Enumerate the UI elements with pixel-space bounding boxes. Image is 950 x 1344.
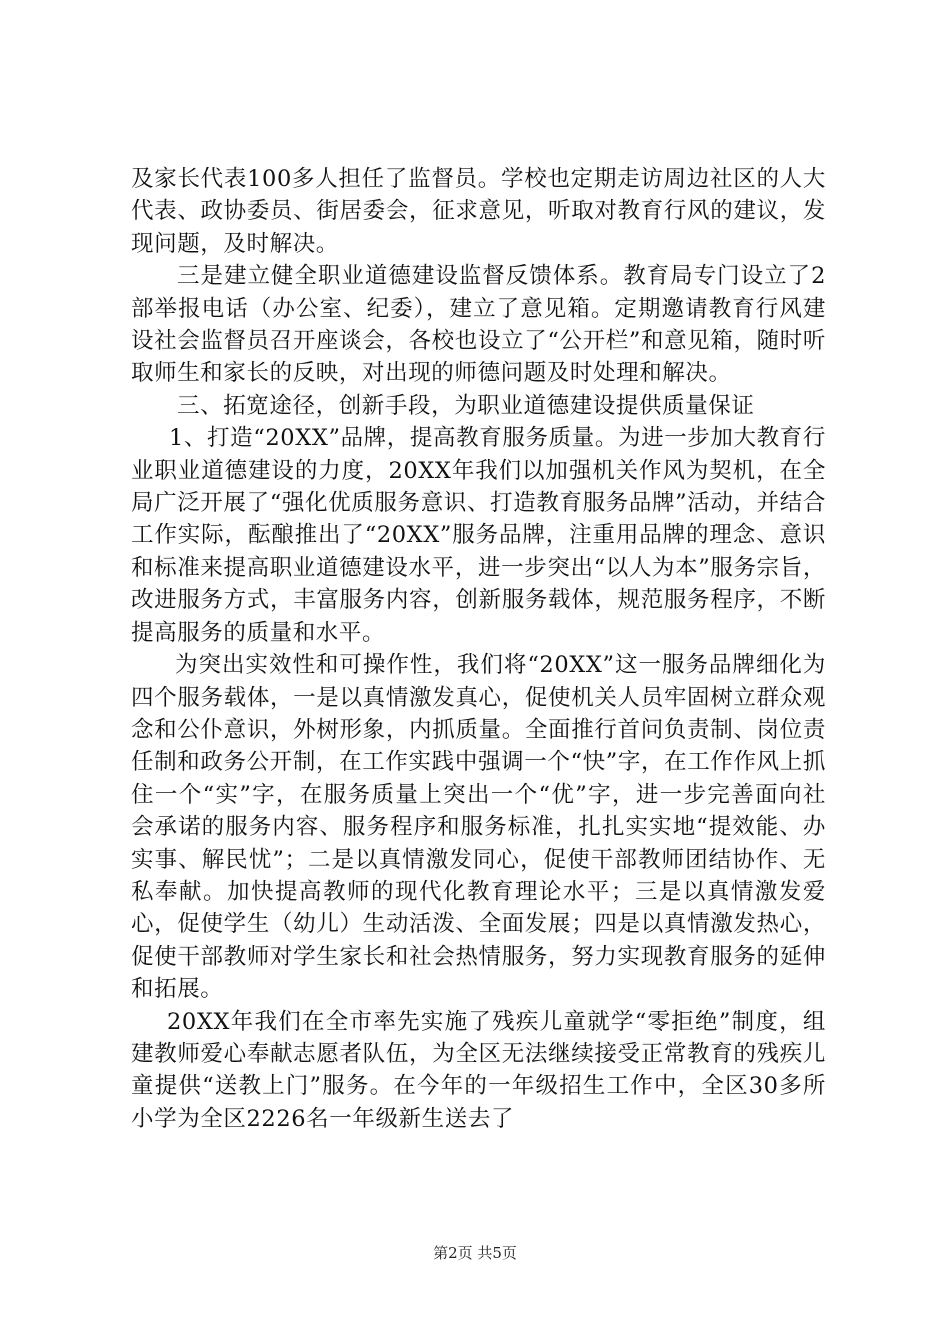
paragraph-zero-rejection: 20XX年我们在全市率先实施了残疾儿童就学“零拒绝”制度，组建教师爱心奉献志愿者队伍，为全区无法继续接受正常教育的残疾儿童提供“送教上门”服务。在今年的一年级招生工作中，全区30多所小学为全区2226名一年级新生送去了	[131, 1008, 826, 1132]
document-body	[131, 163, 826, 1135]
paragraph-brand: 1、打造“20XX”品牌，提高教育服务质量。为进一步加大教育行业职业道德建设的力度，20XX年我们以加强机关作风为契机，在全局广泛开展了“强化优质服务意识、打造教育服务品牌”活动，并结合工作实际，酝酿推出了“20XX”服务品牌，注重用品牌的理念、意识和标准来提高职业道德建设水平，进一步突出“以人为本”服务宗旨，改进服务方式，丰富服务内容，创新服务载体，规范服务程序，不断提高服务的质量和水平。	[131, 425, 826, 646]
paragraph-supervision-feedback: 三是建立健全职业道德建设监督反馈体系。教育局专门设立了2部举报电话（办公室、纪委），建立了意见箱。定期邀请教育行风建设社会监督员召开座谈会，各校也设立了“公开栏”和意见箱，随时听取师生和家长的反映，对出现的师德问题及时处理和解决。	[131, 263, 826, 387]
page-number-footer: 第2页 共5页	[433, 1244, 517, 1262]
paragraph-continuation: 及家长代表100多人担任了监督员。学校也定期走访周边社区的人大代表、政协委员、街居委会，征求意见，听取对教育行风的建议，发现问题，及时解决。	[131, 166, 826, 257]
paragraph-service-carriers: 为突出实效性和可操作性，我们将“20XX”这一服务品牌细化为四个服务载体，一是以真情激发真心，促使机关人员牢固树立群众观念和公仆意识，外树形象，内抓质量。全面推行首问负责制、岗位责任制和政务公开制，在工作实践中强调一个“快”字，在工作作风上抓住一个“实”字，在服务质量上突出一个“优”字，进一步完善面向社会承诺的服务内容、服务程序和服务标准，扎扎实实地“提效能、办实事、解民忧”；二是以真情激发同心，促使干部教师团结协作、无私奉献。加快提高教师的现代化教育理论水平；三是以真情激发爱心，促使学生（幼儿）生动活泼、全面发展；四是以真情激发热心，促使干部教师对学生家长和社会热情服务，努力实现教育服务的延伸和拓展。	[131, 652, 826, 1003]
section-heading-three: 三、拓宽途径，创新手段，为职业道德建设提供质量保证	[177, 392, 755, 419]
